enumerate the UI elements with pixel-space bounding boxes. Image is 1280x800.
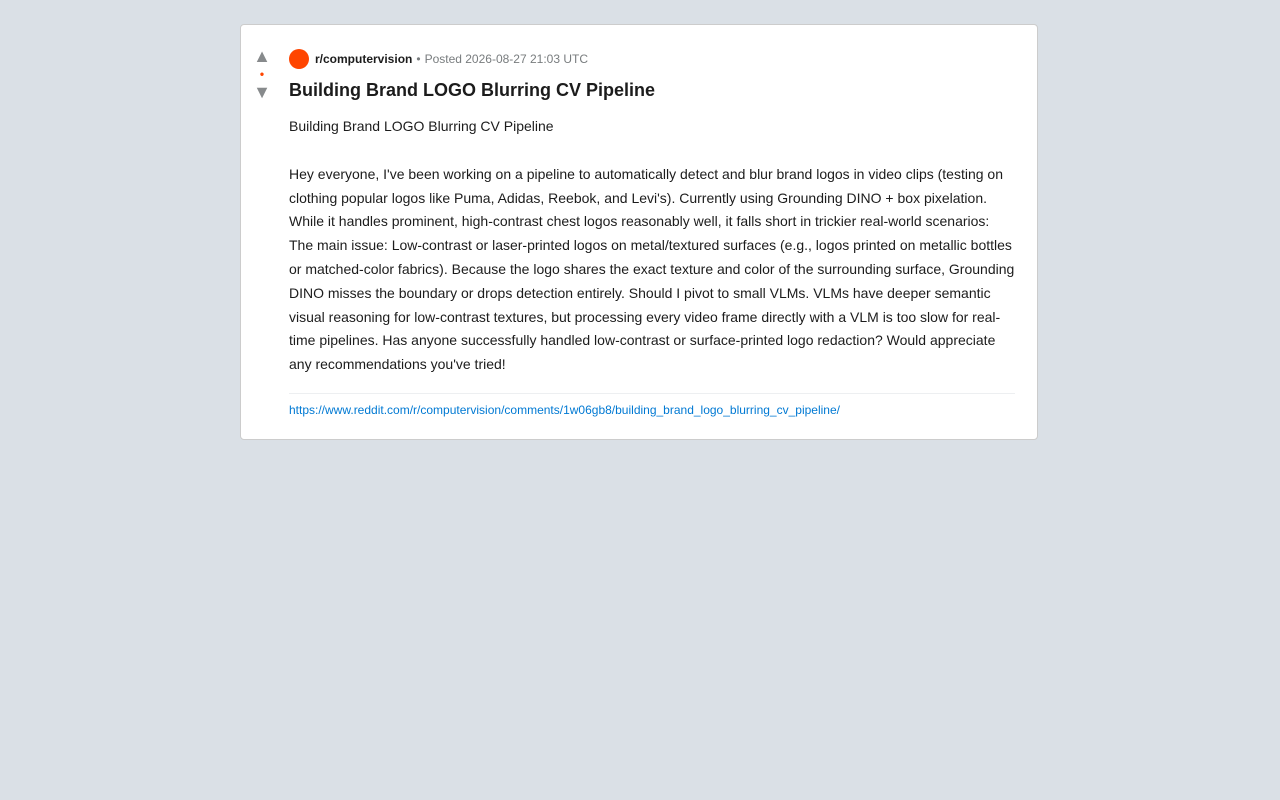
downvote-icon[interactable]: ▼ [253, 82, 271, 102]
divider [289, 393, 1015, 394]
post-title[interactable]: Building Brand LOGO Blurring CV Pipeline [289, 80, 656, 100]
post-permalink[interactable]: https://www.reddit.com/r/computervision/comments/1w06gb8/building_brand_logo_blurring_cv_pipeline/ [289, 402, 840, 417]
post-body [289, 115, 1015, 377]
post-meta [289, 47, 1015, 71]
paragraph-gap [289, 139, 1015, 163]
post-timestamp: Posted 2026-08-27 21:03 UTC [424, 52, 588, 66]
subreddit-icon[interactable] [289, 49, 309, 69]
vote-column [241, 47, 283, 101]
post-card [240, 24, 1038, 440]
vote-score: • [259, 67, 265, 81]
upvote-icon[interactable]: ▲ [253, 46, 271, 66]
subreddit-name[interactable]: r/computervision [315, 52, 413, 66]
post-body-heading: Building Brand LOGO Blurring CV Pipeline [289, 118, 554, 134]
meta-separator: • [416, 52, 421, 66]
post-content [289, 47, 1015, 417]
post-body-text: Hey everyone, I've been working on a pipeline to automatically detect and blur brand logos in video clips (testing on clothing popular logos like Puma, Adidas, Reebok, and Levi's). Currently using Grounding DINO + box pixelation. While it handles prominent, high-contrast chest logos reasonably well, it falls short in trickier real-world scenarios: The main issue: Low-contrast or laser-printed logos on metal/textured surfaces (e.g., logos printed on metallic bottles or matched-color fabrics). Because the logo shares the exact texture and color of the surrounding surface, Grounding DINO misses the boundary or drops detection entirely. Should I pivot to small VLMs. VLMs have deeper semantic visual reasoning for low-contrast textures, but processing every video frame directly with a VLM is too slow for real-time pipelines. Has anyone successfully handled low-contrast or surface-printed logo redaction? Would appreciate any recommendations you've tried! [289, 165, 1015, 373]
